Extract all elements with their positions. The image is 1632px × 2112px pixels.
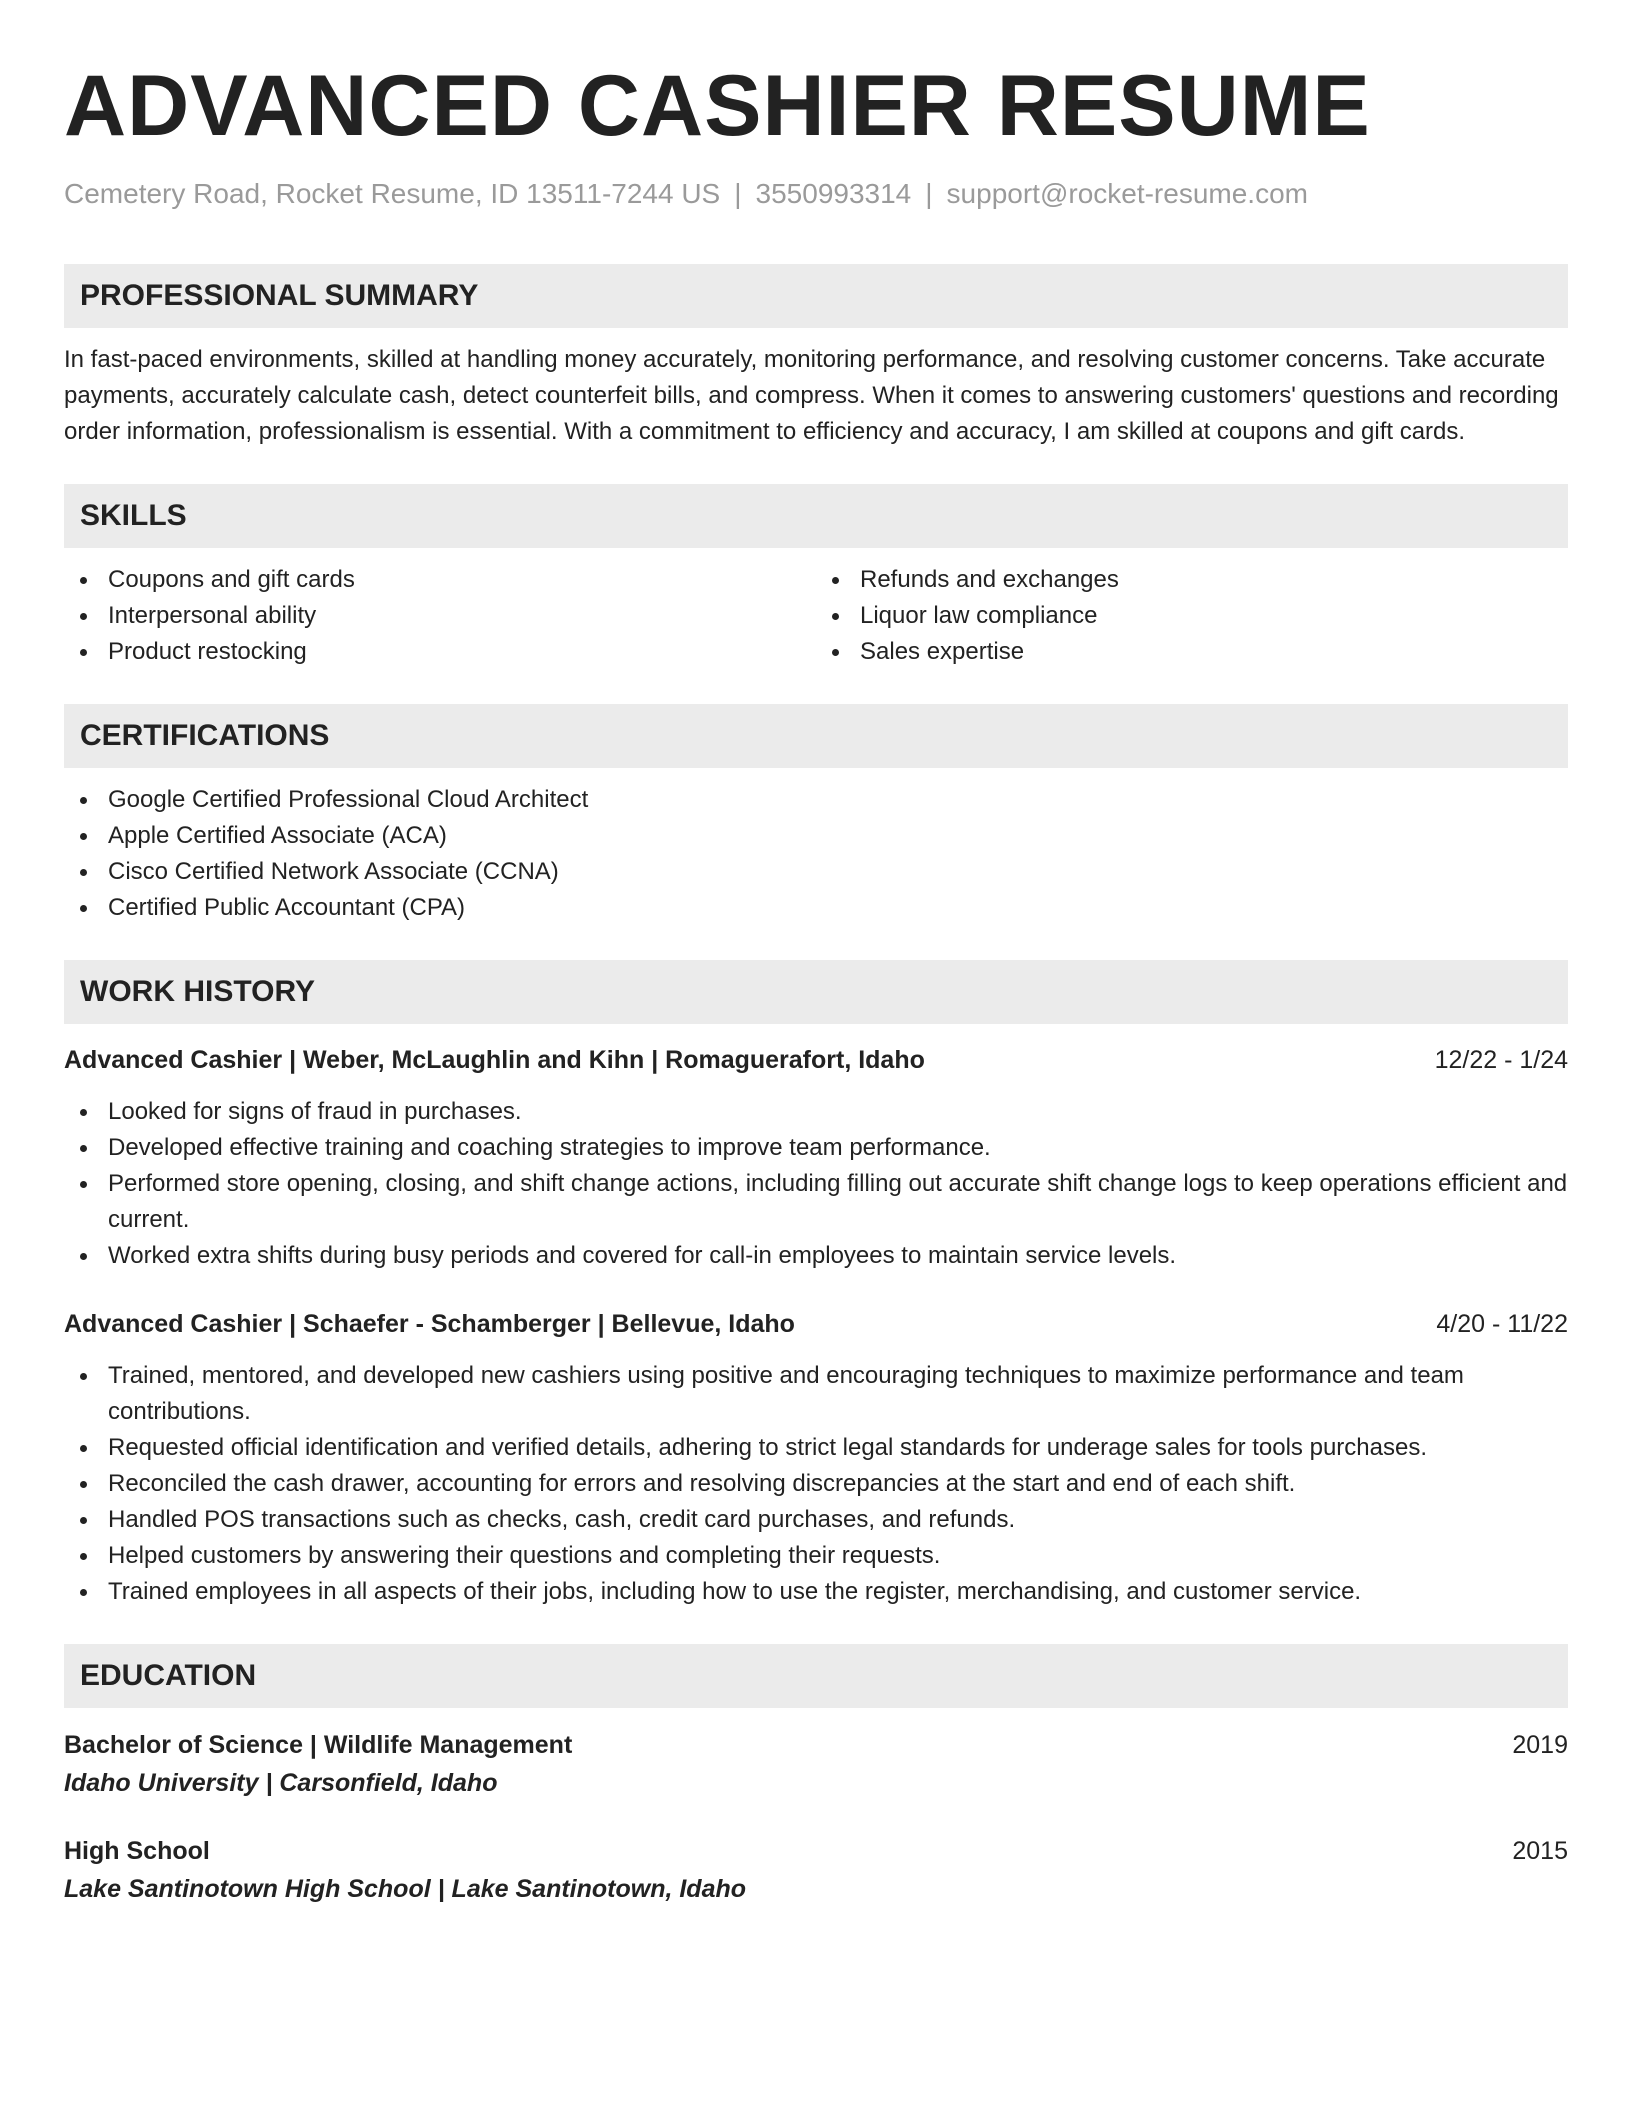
job-entry xyxy=(64,1306,1568,1610)
separator: | xyxy=(734,178,742,209)
job-header xyxy=(64,1042,1568,1078)
skill-item: Coupons and gift cards xyxy=(64,562,816,598)
education-school: Idaho University | Carsonfield, Idaho xyxy=(64,1769,498,1797)
resume-title: ADVANCED CASHIER RESUME xyxy=(64,58,1371,154)
job-dates: 4/20 - 11/22 xyxy=(1436,1310,1568,1338)
job-title: Advanced Cashier | Schaefer - Schamberger | Bellevue, Idaho xyxy=(64,1310,795,1338)
job-bullet: Performed store opening, closing, and shift change actions, including filling out accurate shift change logs to keep operations efficient and current. xyxy=(64,1166,1568,1238)
skill-item: Liquor law compliance xyxy=(816,598,1568,634)
certification-item: Certified Public Accountant (CPA) xyxy=(64,890,1568,926)
summary-text: In fast-paced environments, skilled at handling money accurately, monitoring performance, and resolving customer concerns. Take accurate payments, accurately calculate cash, detect counterfeit bills, and compress. When it comes to answering customers' questions and recording order information, professionalism is essential. With a commitment to efficiency and accuracy, I am skilled at coupons and gift cards. xyxy=(64,346,1559,445)
job-bullet: Requested official identification and verified details, adhering to strict legal standards for underage sales for tools purchases. xyxy=(64,1430,1568,1466)
job-bullet: Looked for signs of fraud in purchases. xyxy=(64,1094,1568,1130)
job-bullet: Worked extra shifts during busy periods and covered for call-in employees to maintain service levels. xyxy=(64,1238,1568,1274)
education-year: 2015 xyxy=(1512,1837,1568,1865)
certification-item: Google Certified Professional Cloud Architect xyxy=(64,782,1568,818)
job-bullet: Developed effective training and coaching strategies to improve team performance. xyxy=(64,1130,1568,1166)
education-school: Lake Santinotown High School | Lake Santinotown, Idaho xyxy=(64,1875,747,1903)
education-header xyxy=(64,1832,1568,1870)
education-degree: High School xyxy=(64,1837,210,1865)
job-bullet: Trained employees in all aspects of their jobs, including how to use the register, merchandising, and customer service. xyxy=(64,1574,1568,1610)
section-header-summary: PROFESSIONAL SUMMARY xyxy=(64,264,1568,328)
education-header xyxy=(64,1726,1568,1764)
job-bullets xyxy=(64,1094,1568,1274)
skill-item: Sales expertise xyxy=(816,634,1568,670)
education-degree: Bachelor of Science | Wildlife Management xyxy=(64,1731,573,1759)
phone: 3550993314 xyxy=(755,178,912,209)
job-bullet: Handled POS transactions such as checks, cash, credit card purchases, and refunds. xyxy=(64,1502,1568,1538)
education-entry xyxy=(64,1726,1568,1802)
section-header-skills: SKILLS xyxy=(64,484,1568,548)
contact-line xyxy=(64,176,1568,212)
skill-item: Interpersonal ability xyxy=(64,598,816,634)
job-bullet: Reconciled the cash drawer, accounting for errors and resolving discrepancies at the start and end of each shift. xyxy=(64,1466,1568,1502)
skill-item: Refunds and exchanges xyxy=(816,562,1568,598)
section-header-education: EDUCATION xyxy=(64,1644,1568,1708)
address: Cemetery Road, Rocket Resume, ID 13511-7244 US xyxy=(64,178,721,209)
certification-item: Apple Certified Associate (ACA) xyxy=(64,818,1568,854)
certifications-list xyxy=(64,782,1568,926)
skills-column-right xyxy=(816,562,1568,670)
skills-column-left xyxy=(64,562,816,670)
job-bullet: Trained, mentored, and developed new cashiers using positive and encouraging techniques to maximize performance and team contributions. xyxy=(64,1358,1568,1430)
certification-item: Cisco Certified Network Associate (CCNA) xyxy=(64,854,1568,890)
email: support@rocket-resume.com xyxy=(946,178,1308,209)
section-header-certifications: CERTIFICATIONS xyxy=(64,704,1568,768)
job-entry xyxy=(64,1042,1568,1274)
skill-item: Product restocking xyxy=(64,634,816,670)
job-title: Advanced Cashier | Weber, McLaughlin and Kihn | Romaguerafort, Idaho xyxy=(64,1046,925,1074)
job-bullets xyxy=(64,1358,1568,1610)
job-header xyxy=(64,1306,1568,1342)
separator: | xyxy=(925,178,933,209)
section-header-work-history: WORK HISTORY xyxy=(64,960,1568,1024)
education-entry xyxy=(64,1832,1568,1908)
skills-list xyxy=(64,562,1568,670)
education-year: 2019 xyxy=(1512,1731,1568,1759)
job-bullet: Helped customers by answering their questions and completing their requests. xyxy=(64,1538,1568,1574)
job-dates: 12/22 - 1/24 xyxy=(1434,1046,1568,1074)
